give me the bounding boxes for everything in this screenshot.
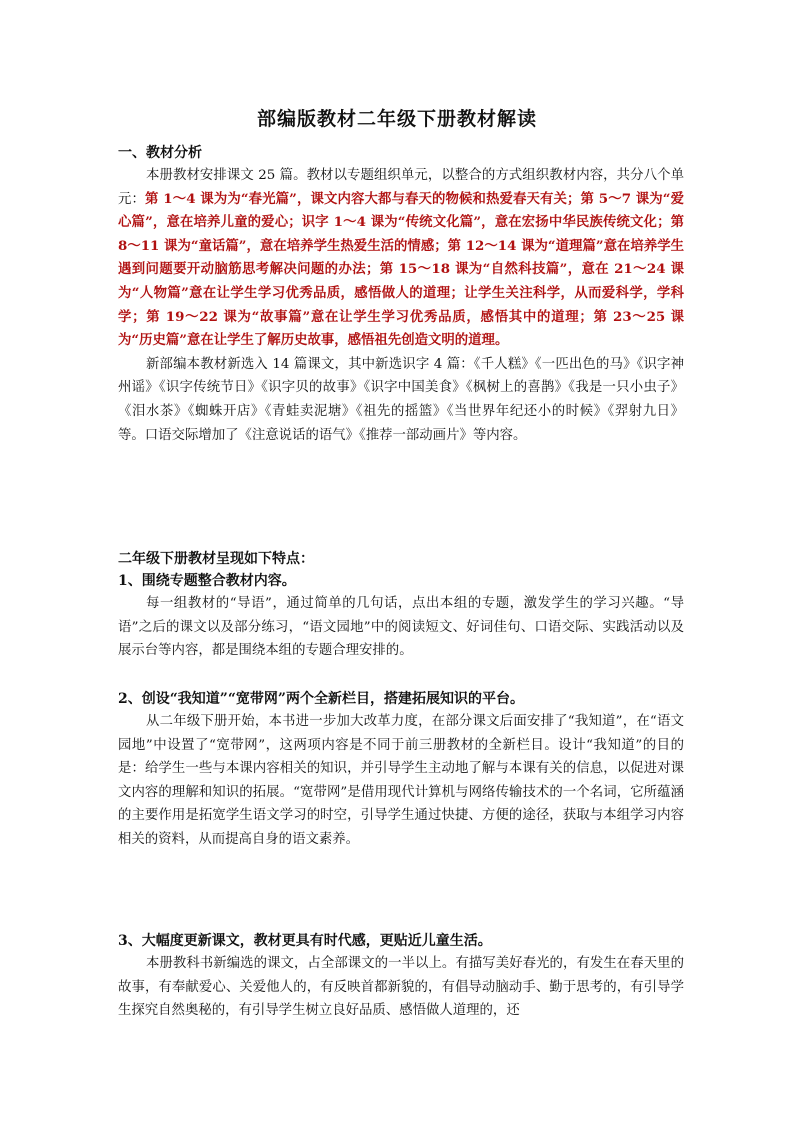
feature-3-section [118, 930, 684, 1023]
page-title: 部编版教材二年级下册教材解读 [256, 108, 537, 130]
unit-overview-emphasis: 第 1～4 课为为“春光篇”，课文内容大都与春天的物候和热爱春天有关；第 5～7 课为“爱心篇”，意在培养儿童的爱心；识字 1～4 课为“传统文化篇”，意在宏扬中华民族传统文化；第 8～11 课为“童话篇”，意在培养学生热爱生活的情感；第 12～14 课为“道理篇”意在培养学生遇到问题要开动脑筋思考解决问题的办法；第 15～18 课为“自然科技篇”，意在 21～24 课为“人物篇”意在让学生学习优秀品质，感悟做人的道理；让学生关注科学，从而爱科学，学科学；第 19～22 课为“故事篇”意在让学生学习优秀品质，感悟其中的道理；第 23～25 课为“历史篇”意在让学生了解历史故事，感悟祖先创造文明的道理。 [118, 190, 685, 349]
feature-3-heading: 3、大幅度更新课文，教材更具有时代感，更贴近儿童生活。 [118, 933, 492, 949]
section-heading: 一、教材分析 [118, 145, 202, 161]
analysis-paragraph [118, 164, 684, 353]
feature-3-body: 本册教科书新编选的课文，占全部课文的一半以上。有描写美好春光的，有发生在春天里的故事，有奉献爱心、关爱他人的，有反映首都新貌的，有倡导动脑动手、勤于思考的，有引导学生探究自然奥秘的，有引导学生树立良好品质、感悟做人道理的，还 [118, 956, 684, 1019]
new-lessons-paragraph: 新部编本教材新选入 14 篇课文，其中新选识字 4 篇：《千人糕》《一匹出色的马》《识字神州谣》《识字传统节日》《识字贝的故事》《识字中国美食》《枫树上的喜鹊》《我是一只小虫子》《泪水茶》《蜘蛛开店》《青蛙卖泥塘》《祖先的摇篮》《当世界年纪还小的时候》《羿射九日》等。口语交际增加了《注意说话的语气》《推荐一部动画片》等内容。 [118, 356, 684, 443]
analysis-intro-text: 本册教材安排课文 25 篇。教材以专题组织单元，以整合的方式组织教材内容，共分八个单元： [118, 168, 684, 207]
feature-2-section [118, 688, 684, 852]
feature-1-body: 每一组教材的“导语”，通过简单的几句话，点出本组的专题，激发学生的学习兴趣。“导语”之后的课文以及部分练习，“语文园地”中的阅读短文、好词佳句、口语交际、实践活动以及展示台等内容，都是围绕本组的专题合理安排的。 [118, 596, 684, 659]
feature-1-heading: 1、围绕专题整合教材内容。 [118, 573, 296, 589]
section-analysis [118, 142, 684, 447]
features-heading: 二年级下册教材呈现如下特点： [118, 551, 314, 567]
features-section [118, 548, 684, 663]
feature-2-heading: 2、创设“我知道”“宽带网”两个全新栏目，搭建拓展知识的平台。 [118, 691, 524, 707]
feature-2-body: 从二年级下册开始，本书进一步加大改革力度，在部分课文后面安排了“我知道”，在“语文园地”中设置了“宽带网”，这两项内容是不同于前三册教材的全新栏目。设计“我知道”的目的是：给学生一些与本课内容相关的知识，并引导学生主动地了解与本课有关的信息，以促进对课文内容的理解和知识的拓展。“宽带网”是借用现代计算机与网络传输技术的一个名词，它所蕴涵的主要作用是拓宽学生语文学习的时空，引导学生通过快捷、方便的途径，获取与本组学习内容相关的资料，从而提高自身的语文素养。 [118, 714, 684, 847]
